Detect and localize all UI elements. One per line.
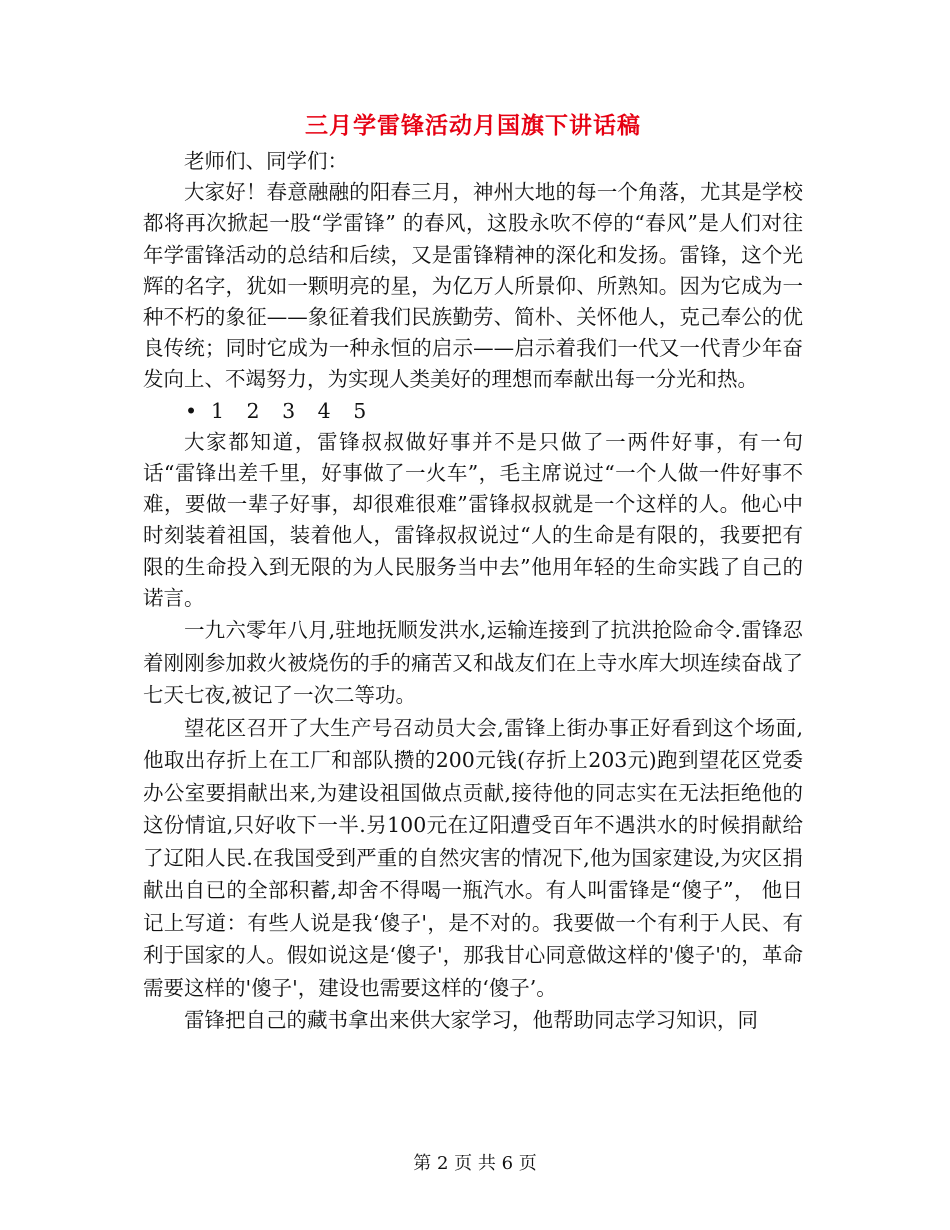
paragraph-donation: 望花区召开了大生产号召动员大会,雷锋上街办事正好看到这个场面,他取出存折上在工厂和部队攒的200元钱(存折上203元)跑到望花区党委办公室要捐献出来,为建设祖国做点贡献,接待他的同志实在无法拒绝他的这份情谊,只好收下一半.另100元在辽阳遭受百年不遇洪水的时候捐献给了辽阳人民.在我国受到严重的自然灾害的情况下,他为国家建设,为灾区捐献出自已的全部积蓄,却舍不得喝一瓶汽水。有人叫雷锋是“傻子”， 他日记上写道：有些人说是我‘傻子'，是不对的。我要做一个有利于人民、有利于国家的人。假如说这是‘傻子'，那我甘心同意做这样的'傻子'的，革命需要这样的'傻子'，建设也需要这样的‘傻子’。 [143,715,803,1000]
bullet-symbol: • [185,398,198,423]
document-title: 三月学雷锋活动月国旗下讲话稿 [305,112,641,139]
page-footer: 第 2 页 共 6 页 [413,1153,537,1174]
bullet-text: 1 2 3 4 5 [211,398,375,423]
bullet-list-item [143,396,803,427]
paragraph-intro: 大家好！春意融融的阳春三月，神州大地的每一个角落，尤其是学校都将再次掀起一股“学雷锋” 的春风，这股永吹不停的“春风”是人们对往年学雷锋活动的总结和后续，又是雷锋精神的深化和发扬。雷锋，这个光辉的名字，犹如一颗明亮的星，为亿万人所景仰、所熟知。因为它成为一种不朽的象征——象征着我们民族勤劳、简朴、关怀他人，克己奉公的优良传统；同时它成为一种永恒的启示——启示着我们一代又一代青少年奋发向上、不竭努力，为实现人类美好的理想而奉献出每一分光和热。 [143,180,803,392]
paragraph-flood: 一九六零年八月,驻地抚顺发洪水,运输连接到了抗洪抢险命令.雷锋忍着刚刚参加救火被烧伤的手的痛苦又和战友们在上寺水库大坝连续奋战了七天七夜,被记了一次二等功。 [143,618,803,708]
paragraph-good-deeds: 大家都知道，雷锋叔叔做好事并不是只做了一两件好事，有一句话“雷锋出差千里，好事做了一火车”，毛主席说过“一个人做一件好事不难，要做一辈子好事，却很难很难”雷锋叔叔就是一个这样的人。他心中时刻装着祖国，装着他人，雷锋叔叔说过“人的生命是有限的，我要把有限的生命投入到无限的为人民服务当中去”他用年轻的生命实践了自己的诺言。 [143,429,803,610]
paragraph-salutation: 老师们、同学们： [184,149,348,173]
document-page [143,108,803,1037]
paragraph-books: 雷锋把自己的藏书拿出来供大家学习，他帮助同志学习知识，同 [184,1008,758,1033]
